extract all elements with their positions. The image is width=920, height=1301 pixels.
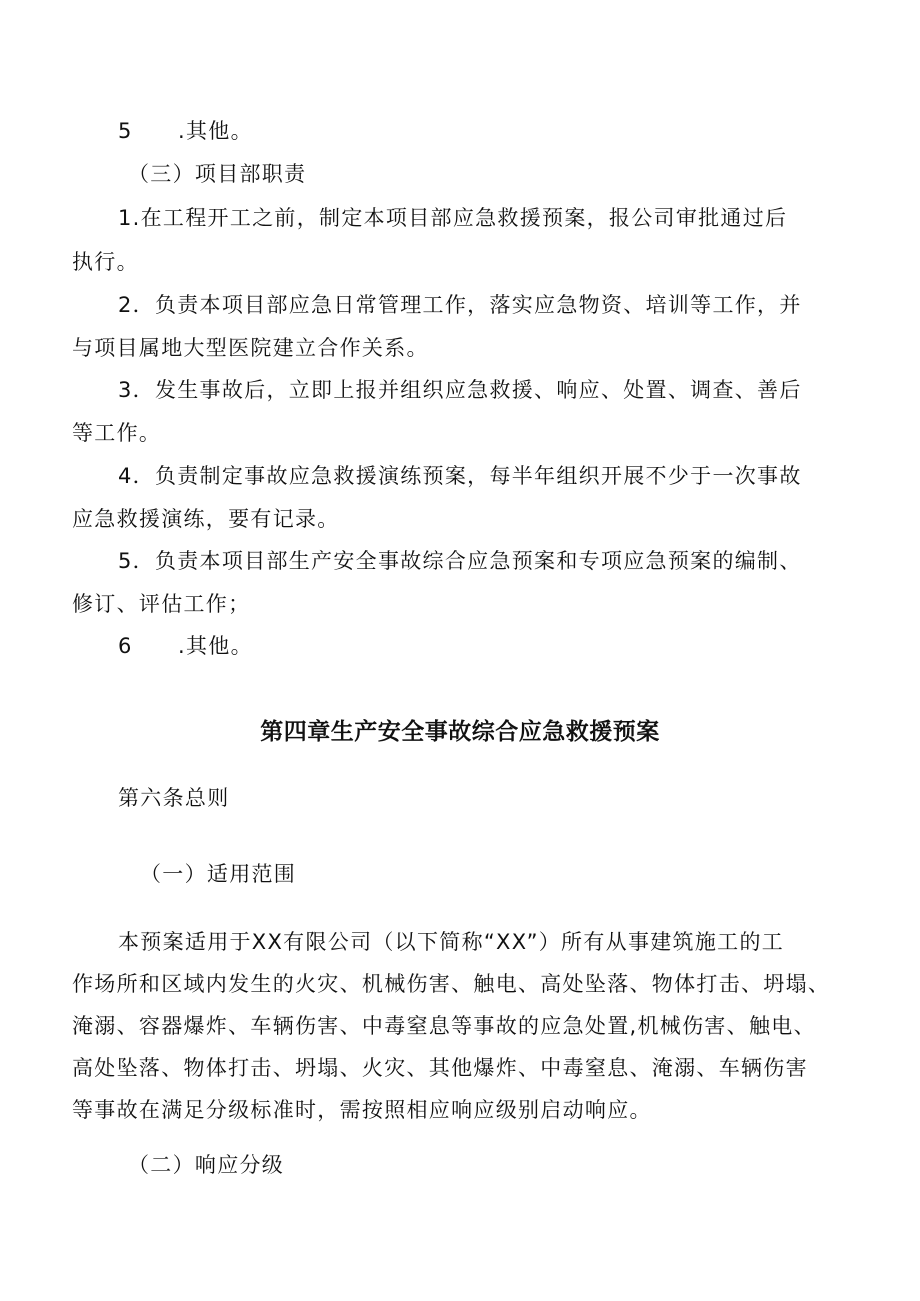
list-item-continuation: 与项目属地大型医院建立合作关系。 [72, 336, 429, 360]
list-item-continuation: 等工作。 [72, 421, 162, 445]
list-item-continuation: 执行。 [72, 250, 139, 274]
paragraph-line: 本预案适用于XX有限公司（以下简称“XX”）所有从事建筑施工的工 [118, 930, 785, 954]
list-item: 3．发生事故后，立即上报并组织应急救援、响应、处置、调查、善后 [118, 378, 802, 402]
article-heading: 第六条总则 [118, 786, 230, 810]
list-item: 1.在工程开工之前，制定本项目部应急救援预案，报公司审批通过后 [118, 206, 788, 230]
list-item [118, 631, 253, 661]
list-item: 2．负责本项目部应急日常管理工作，落实应急物资、培训等工作，并 [118, 293, 802, 317]
paragraph-line: 高处坠落、物体打击、坍塌、火灾、其他爆炸、中毒窒息、淹溺、车辆伤害 [72, 1056, 808, 1080]
item-text: .其他。 [178, 634, 253, 658]
section-heading-response-levels: （二）响应分级 [128, 1153, 285, 1177]
item-number: 6 [118, 634, 133, 658]
list-item-continuation: 修订、评估工作； [72, 592, 251, 616]
item-text: .其他。 [178, 119, 253, 143]
list-item: 4．负责制定事故应急救援演练预案，每半年组织开展不少于一次事故 [118, 464, 802, 488]
section-heading-scope: （一）适用范围 [140, 862, 297, 886]
paragraph-line: 淹溺、容器爆炸、车辆伤害、中毒窒息等事故的应急处置,机械伤害、触电、 [72, 1014, 816, 1038]
chapter-title: 第四章生产安全事故综合应急救援预案 [260, 719, 660, 745]
item-number: 5 [118, 119, 133, 143]
section-heading-project-duties: （三）项目部职责 [128, 162, 307, 186]
list-item: 5．负责本项目部生产安全事故综合应急预案和专项应急预案的编制、 [118, 549, 802, 573]
list-item [118, 116, 253, 146]
paragraph-line: 作场所和区域内发生的火灾、机械伤害、触电、高处坠落、物体打击、坍塌、 [72, 972, 831, 996]
list-item-continuation: 应急救援演练，要有记录。 [72, 507, 340, 531]
paragraph-line: 等事故在满足分级标准时，需按照相应响应级别启动响应。 [72, 1098, 652, 1122]
